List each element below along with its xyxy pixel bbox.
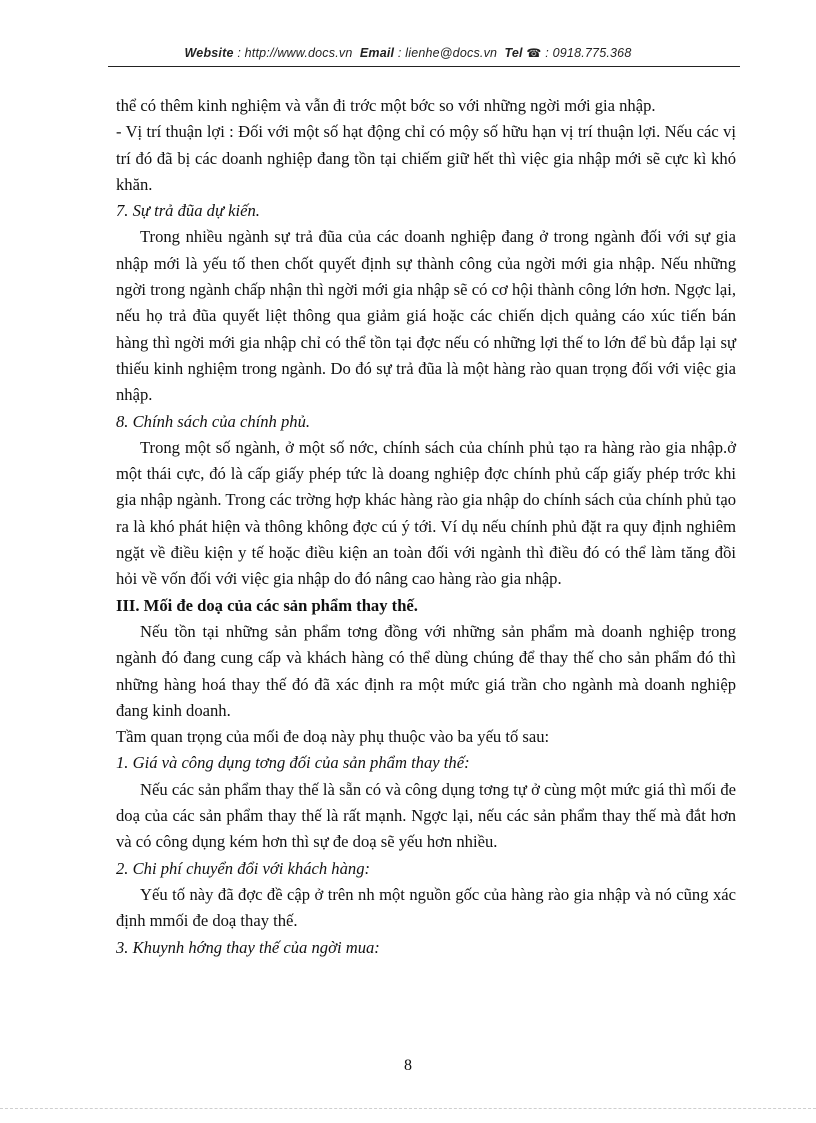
paragraph: Nếu tồn tại những sản phẩm tơng đồng với những sản phẩm mà doanh nghiệp trong ngành đó đang cung cấp và khách hàng có thể dùng chúng để thay thế cho sản phẩm đó thì những hàng hoá thay thế đó đã xác định ra một mức giá trần cho ngành mà doanh nghiệp đang kinh doanh. xyxy=(116,621,736,720)
phone-icon: ☎ xyxy=(526,46,542,60)
section-heading: 3. Khuynh hớng thay thế của ngời mua: xyxy=(116,937,380,957)
section-heading: 7. Sự trả đũa dự kiến. xyxy=(116,201,260,221)
paragraph: - Vị trí thuận lợi : Đối với một số hạt động chỉ có mộy số hữu hạn vị trí thuận lợi. Nếu các vị trí đó đã bị các doanh nghiệp đang tồn tại chiếm giữ hết thì việc gia nhập mới sẽ cực kì khó khăn. xyxy=(116,122,736,194)
paragraph: thể có thêm kinh nghiệm và vẫn đi trớc một bớc so với những ngời mới gia nhập. xyxy=(116,96,656,115)
website-label: Website xyxy=(184,46,234,60)
page-header xyxy=(0,46,816,60)
tel-label: Tel xyxy=(504,46,523,60)
paragraph: Yếu tố này đã đợc đề cập ở trên nh một nguồn gốc của hàng rào gia nhập và nó cũng xác định mmối đe doạ thay thế. xyxy=(116,884,736,931)
document-body xyxy=(116,93,736,961)
section-heading: 2. Chi phí chuyển đổi với khách hàng: xyxy=(116,858,371,878)
page-number: 8 xyxy=(404,1057,412,1074)
header-divider xyxy=(108,66,740,67)
paragraph: Nếu các sản phẩm thay thế là sẵn có và công dụng tơng tự ở cùng một mức giá thì mối đe doạ của các sản phẩm thay thế là rất mạnh. Ngợc lại, nếu các sản phẩm thay thế mà đắt hơn và có công dụng kém hơn thì sự đe doạ sẽ yếu hơn nhiều. xyxy=(116,779,736,852)
email-label: Email xyxy=(359,46,395,60)
section-heading: 8. Chính sách của chính phủ. xyxy=(116,411,311,431)
paragraph: Trong nhiều ngành sự trả đũa của các doanh nghiệp đang ở trong ngành đối với sự gia nhập mới là yếu tố then chốt quyết định sự thành công của ngời mới gia nhập. Nếu những ngời trong ngành chấp nhận thì ngời mới gia nhập sẽ có cơ hội thành công lớn hơn. Ngợc lại, nếu họ trả đũa quyết liệt thông qua giảm giá hoặc các chiến dịch quảng cáo xúc tiến bán hàng thì ngời mới gia nhập chỉ có thể tồn tại đợc nếu có những lợi thế to lớn để bù đắp lại sự thiếu kinh nghiệm trong ngành. Do đó sự trả đũa là một hàng rào quan trọng đối với việc gia nhập. xyxy=(116,227,736,405)
email-address: : lienhe@docs.vn xyxy=(397,46,498,60)
section-heading: 1. Giá và công dụng tơng đối của sản phẩm thay thế: xyxy=(116,753,470,773)
paragraph: Trong một số ngành, ở một số nớc, chính sách của chính phủ tạo ra hàng rào gia nhập.ở một thái cực, đó là cấp giấy phép tức là doang nghiệp đợc chính phủ cấp giấy phép trớc khi gia nhập ngành. Trong các trờng hợp khác hàng rào gia nhập do chính sách của chính phủ tạo ra là khó phát hiện và thông không đợc cú ý tới. Ví dụ nếu chính phủ đặt ra quy định nghiêm ngặt về điều kiện y tế hoặc điều kiện an toàn đối với ngành thì điều đó có thể làm tăng đồi hỏi về vốn đối với việc gia nhập do đó nâng cao hàng rào gia nhập. xyxy=(116,437,736,589)
chapter-heading: III. Mối đe doạ của các sản phẩm thay thế. xyxy=(116,595,418,615)
footer-divider xyxy=(0,1108,816,1109)
paragraph: Tầm quan trọng của mối đe doạ này phụ thuộc vào ba yếu tố sau: xyxy=(116,727,550,747)
tel-number: : 0918.775.368 xyxy=(545,46,632,60)
website-url: : http://www.docs.vn xyxy=(237,46,353,60)
